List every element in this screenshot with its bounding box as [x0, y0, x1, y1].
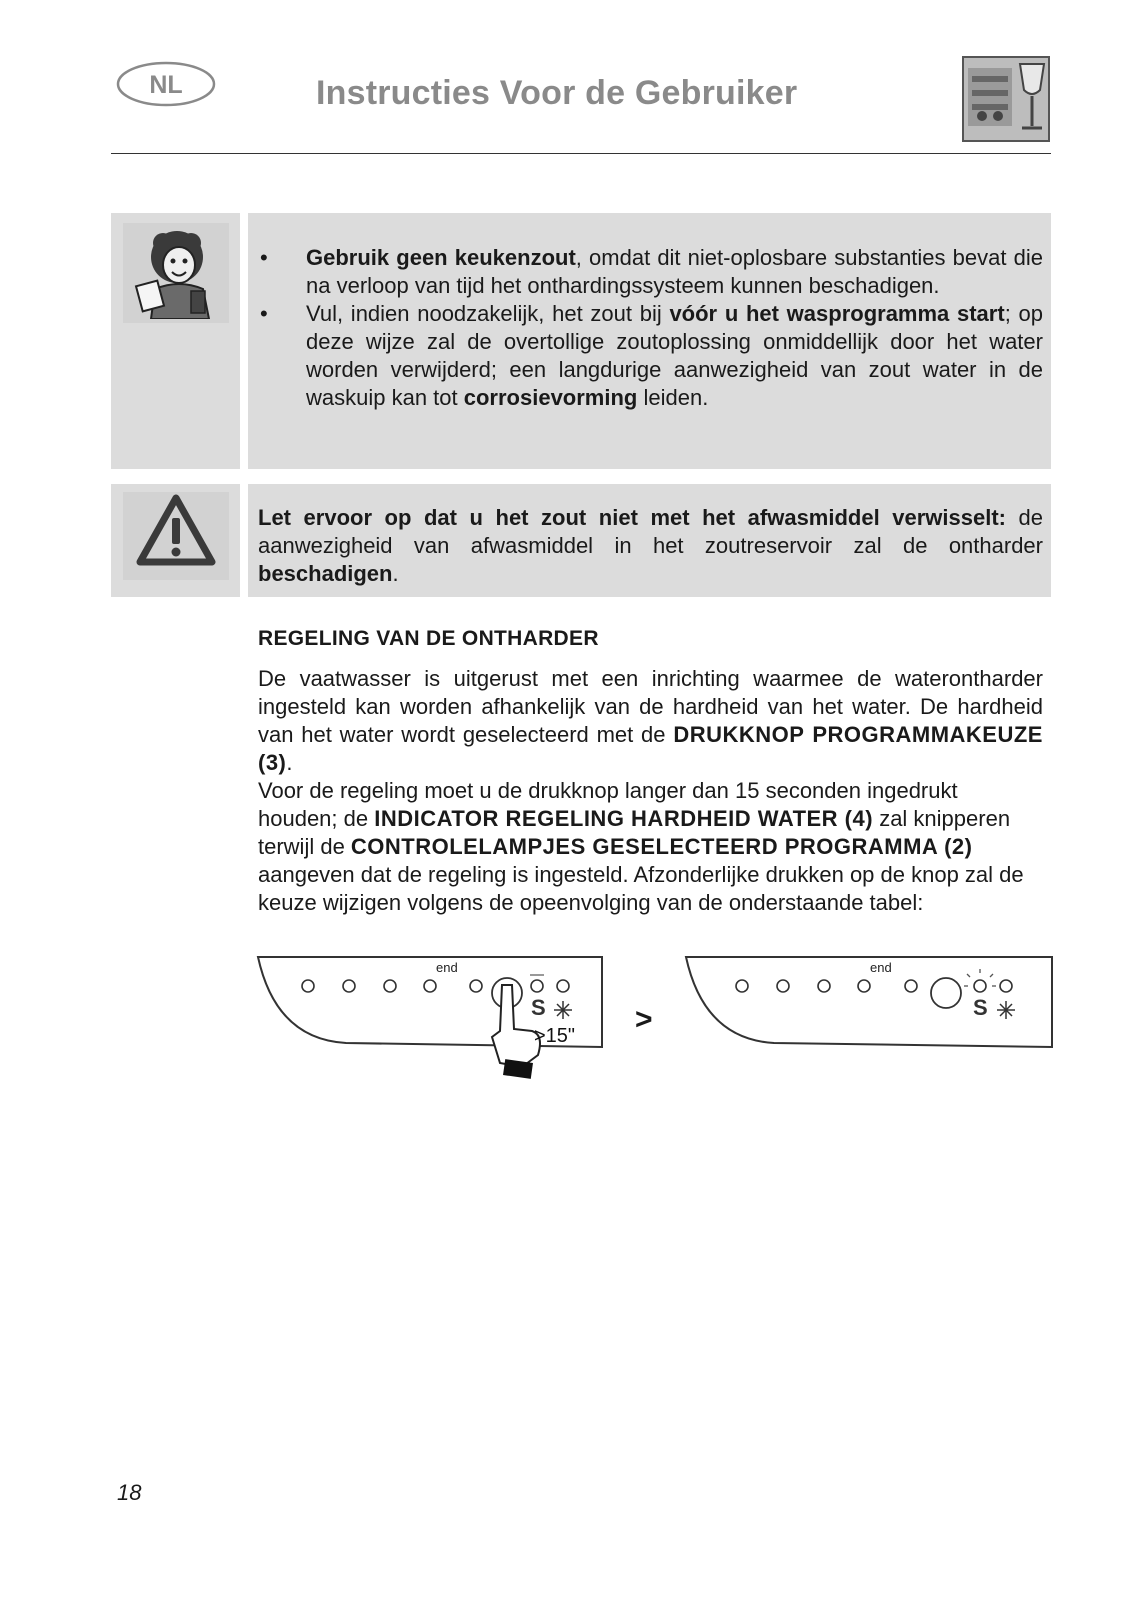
bullet-icon: •	[260, 245, 268, 270]
tip-list	[258, 244, 1043, 412]
warning-text: Let ervoor op dat u het zout niet met het afwasmiddel verwisselt: de aanwezigheid van afwasmiddel in het zoutreservoir zal de ontharder beschadigen.	[258, 505, 1043, 586]
salt-symbol: S	[531, 995, 546, 1020]
list-item: • Gebruik geen keukenzout, omdat dit niet-oplosbare substanties bevat die na verloop van tijd het onthardingssysteem kunnen beschadigen.	[260, 245, 1043, 298]
section-body	[258, 665, 1043, 917]
dishwasher-glass-icon	[962, 56, 1050, 142]
header-divider	[111, 153, 1051, 154]
control-panel-diagram-pressed	[256, 955, 626, 1085]
end-label: end	[870, 960, 892, 975]
hold-duration-label: >15"	[534, 1025, 576, 1047]
language-badge-label: NL	[149, 71, 183, 99]
bullet-icon: •	[260, 301, 268, 326]
page-number: 18	[117, 1480, 142, 1505]
control-panel-diagram-result	[684, 955, 1054, 1055]
paragraph: De vaatwasser is uitgerust met een inrichting waarmee de waterontharder ingesteld kan worden afhankelijk van de hardheid van het water. De hardheid van het water wordt geselecteerd met de DRUKKNOP PROGRAMMAKEUZE (3).	[258, 666, 1043, 775]
warning-icon-panel	[111, 484, 240, 597]
section-heading: REGELING VAN DE ONTHARDER	[258, 627, 599, 650]
list-item: • Vul, indien noodzakelijk, het zout bij vóór u het wasprogramma start; op deze wijze zal de overtollige zoutoplossing onmiddellijk door het water worden verwijderd; een langdurige aanwezigheid van zout water in de waskuip kan tot corrosievorming leiden.	[260, 301, 1043, 410]
paragraph: Voor de regeling moet u de drukknop langer dan 15 seconden ingedrukt houden; de INDICATOR REGELING HARDHEID WATER (4) zal knipperen terwijl de CONTROLELAMPJES GESELECTEERD PROGRAMMA (2) aangeven dat de regeling is ingesteld. Afzonderlijke drukken op de knop zal de keuze wijzigen volgens de opeenvolging van de onderstaande tabel:	[258, 778, 1024, 915]
end-label: end	[436, 960, 458, 975]
page-title: Instructies Voor de Gebruiker	[316, 74, 798, 112]
woman-tip-icon	[133, 227, 219, 319]
sequence-arrow: >	[635, 1003, 653, 1036]
language-badge	[115, 60, 217, 108]
salt-symbol: S	[973, 995, 988, 1020]
warning-triangle-icon	[135, 492, 217, 568]
tip-icon-panel	[111, 213, 240, 469]
